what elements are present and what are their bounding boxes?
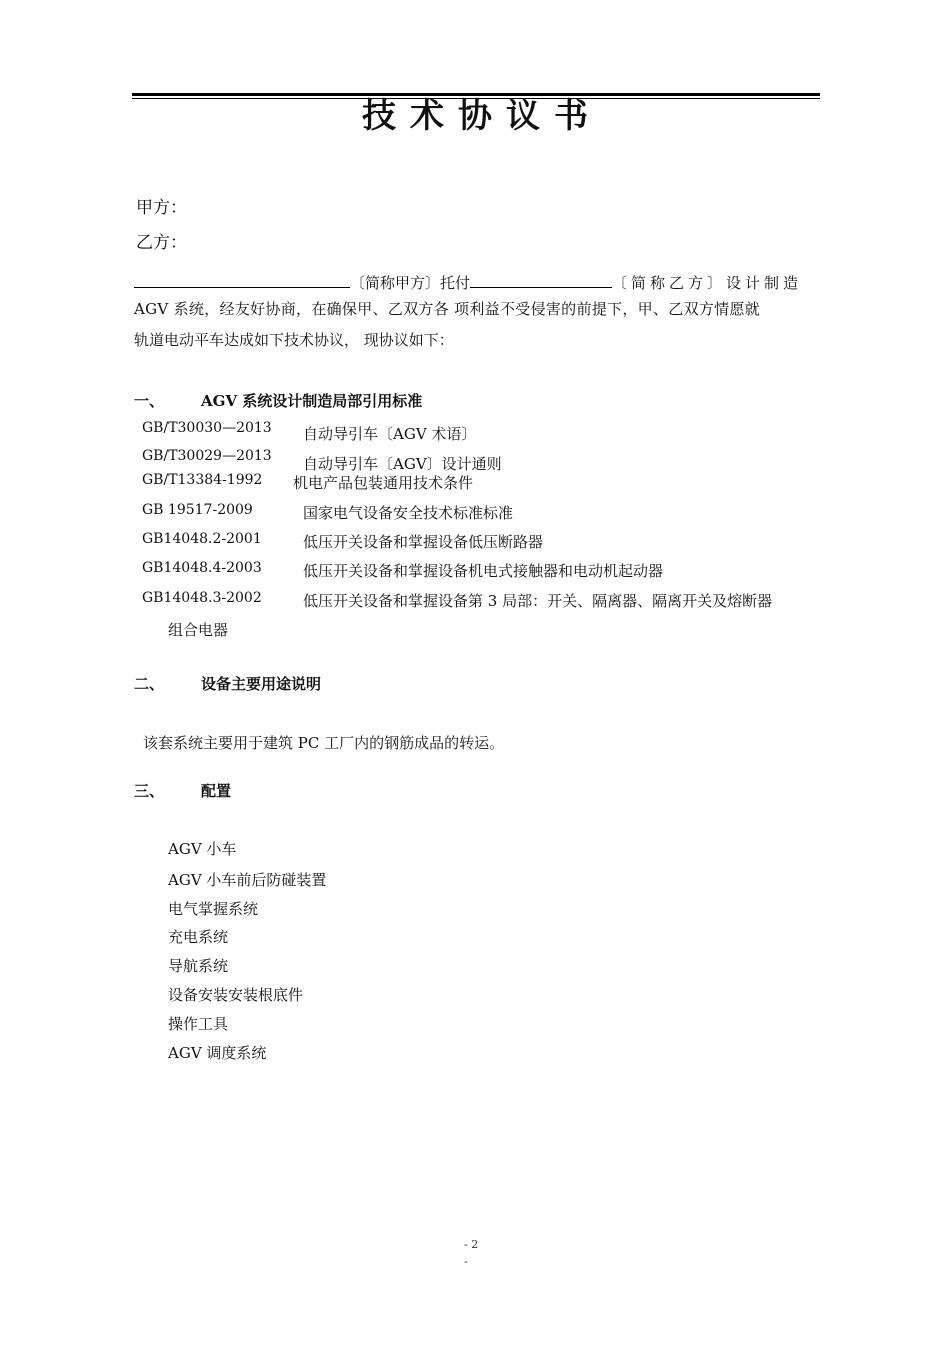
config-item: 操作工具 xyxy=(168,1015,229,1033)
standard-name: 低压开关设备和掌握设备机电式接触器和电动机起动器 xyxy=(303,562,664,580)
standard-name: 国家电气设备安全技术标准标准 xyxy=(303,504,514,522)
standard-code: GB/T13384-1992 xyxy=(142,472,263,488)
config-item: AGV 小车前后防碰装置 xyxy=(168,871,327,889)
standard-name: 低压开关设备和掌握设备低压断路器 xyxy=(303,533,544,551)
section-2-title: 设备主要用途说明 xyxy=(201,675,322,693)
standard-name: 自动导引车〔AGV 术语〕 xyxy=(303,425,477,443)
intro-line-2: AGV 系统，经友好协商，在确保甲、乙双方各 项利益不受侵害的前提下，甲、乙双方情愿就 xyxy=(134,300,761,318)
intro-seg-2: 〔简称乙方〕设计制造 xyxy=(612,274,803,292)
intro-line-1 xyxy=(134,273,802,291)
page-number: - 2 xyxy=(464,1238,479,1251)
party-a-label: 甲方： xyxy=(136,198,187,218)
section-1-number: 一、 xyxy=(134,392,165,410)
standard-code: GB14048.3-2002 xyxy=(142,590,262,606)
config-item: 设备安装安装根底件 xyxy=(168,986,304,1004)
section-2-number: 二、 xyxy=(134,675,165,693)
standard-name: 自动导引车〔AGV〕设计通则 xyxy=(303,455,502,473)
party-b-blank xyxy=(470,273,612,288)
intro-seg-1: 〔简称甲方〕托付 xyxy=(350,274,471,292)
config-item: 导航系统 xyxy=(168,957,229,975)
section-3-number: 三、 xyxy=(134,782,165,800)
intro-line-3: 轨道电动平车达成如下技术协议， 现协议如下： xyxy=(134,331,454,349)
standard-name: 低压开关设备和掌握设备第 3 局部：开关、隔离器、隔离开关及熔断器 xyxy=(303,592,773,610)
standard-name-continuation: 组合电器 xyxy=(168,621,229,639)
party-b-label: 乙方： xyxy=(136,233,187,253)
standard-code: GB/T30030—2013 xyxy=(142,420,272,436)
config-item: AGV 调度系统 xyxy=(168,1044,267,1062)
config-item: AGV 小车 xyxy=(168,840,237,858)
section-1-title: AGV 系统设计制造局部引用标准 xyxy=(201,392,423,410)
page-number-dash: - xyxy=(464,1255,468,1268)
section-2-text: 该套系统主要用于建筑 PC 工厂内的钢筋成品的转运。 xyxy=(143,734,505,752)
config-item: 电气掌握系统 xyxy=(168,900,259,918)
section-3-title: 配置 xyxy=(201,782,232,800)
standard-code: GB/T30029—2013 xyxy=(142,448,272,464)
standard-code: GB14048.4-2003 xyxy=(142,560,262,576)
standard-name: 机电产品包装通用技术条件 xyxy=(293,474,474,492)
document-title: 技术协议书 xyxy=(362,96,602,136)
standard-code: GB14048.2-2001 xyxy=(142,531,262,547)
party-a-blank xyxy=(134,273,350,288)
config-item: 充电系统 xyxy=(168,928,229,946)
standard-code: GB 19517-2009 xyxy=(142,502,253,518)
